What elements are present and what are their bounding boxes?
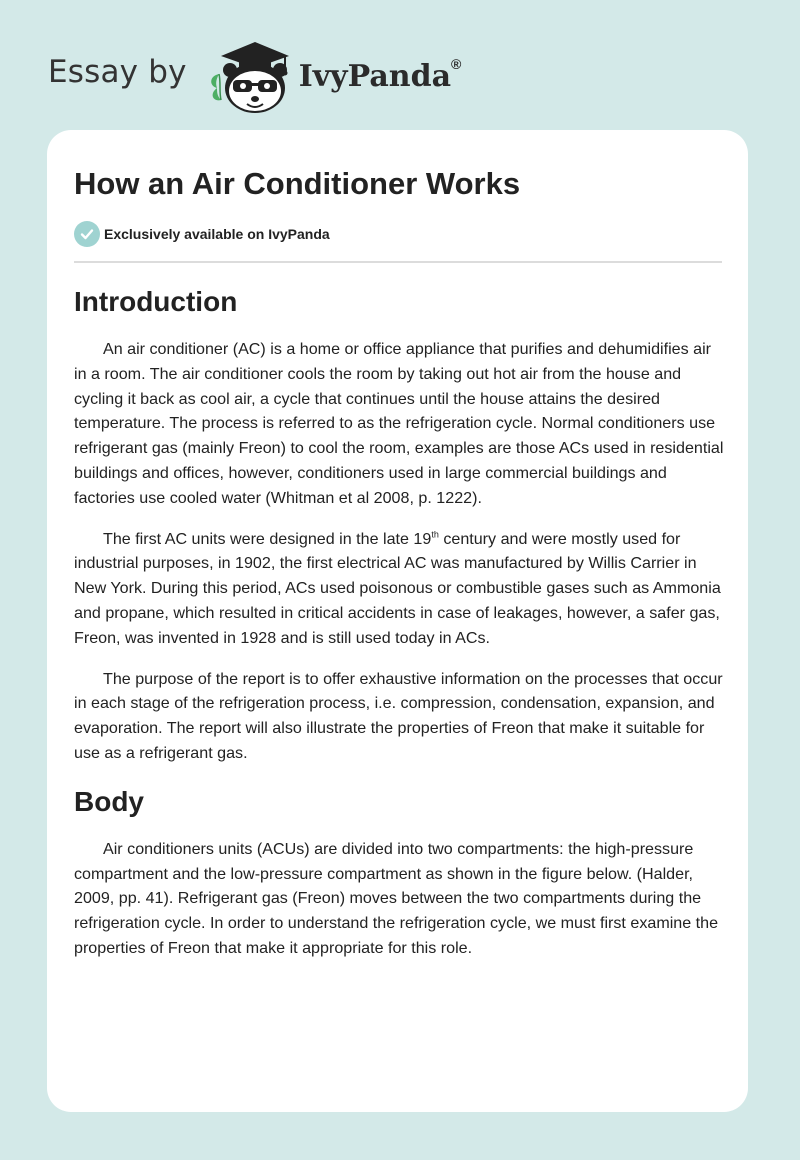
essay-body	[74, 280, 724, 961]
paragraph-text: The first AC units were designed in the late 19	[103, 529, 432, 548]
brand-text: IvyPanda	[298, 58, 452, 94]
badge-label: Exclusively available on IvyPanda	[104, 226, 330, 242]
brand-name[interactable]	[298, 55, 462, 94]
superscript: th	[431, 529, 439, 540]
registered-mark: ®	[451, 55, 462, 72]
check-icon	[74, 221, 100, 247]
divider	[74, 261, 722, 263]
ivypanda-logo-icon[interactable]	[205, 36, 295, 116]
essay-card	[47, 130, 748, 1112]
section-heading-body: Body	[74, 785, 144, 817]
paragraph: Air conditioners units (ACUs) are divided into two compartments: the high-pressure compartment and the low-pressure compartment as shown in the figure below. (Halder, 2009, pp. 41). Refrigerant gas (Freon) moves between the two compartments during the refrigeration cycle. In order to understand the refrigeration cycle, we must first examine the properties of Freon that make it appropriate for this role.	[74, 839, 719, 957]
exclusive-badge	[74, 221, 330, 247]
paragraph: An air conditioner (AC) is a home or office appliance that purifies and dehumidifies air in a room. The air conditioner cools the room by taking out hot air from the house and cycling it back as cool air, a cycle that continues until the house attains the desired temperature. The process is referred to as the refrigeration cycle. Normal conditioners use refrigerant gas (mainly Freon) to cool the room, examples are those ACs used in residential buildings and offices, however, conditioners used in large commercial buildings and factories use cooled water (Whitman et al 2008, p. 1222).	[74, 340, 724, 507]
page-title: How an Air Conditioner Works	[74, 166, 521, 201]
paragraph	[74, 527, 724, 651]
section-heading-introduction: Introduction	[74, 286, 238, 317]
paragraph-text: century and were mostly used for industrial purposes, in 1902, the first electrical AC was manufactured by Willis Carrier in New York. During this period, ACs used poisonous or combustible gases such as Ammonia and propane, which resulted in critical accidents in case of leakages, however, a safer gas, Freon, was invented in 1928 and is still used today in ACs.	[74, 529, 721, 647]
paragraph: The purpose of the report is to offer exhaustive information on the processes that occur in each stage of the refrigeration process, i.e. compression, condensation, expansion, and evaporation. The report will also illustrate the properties of Freon that make it suitable for use as a refrigerant gas.	[74, 669, 723, 762]
site-header	[48, 36, 461, 116]
essay-by-label: Essay by	[48, 54, 187, 90]
